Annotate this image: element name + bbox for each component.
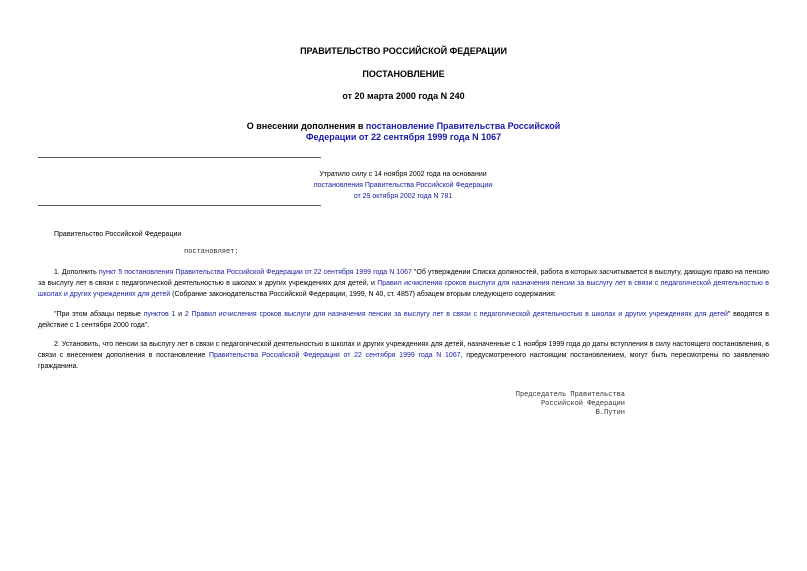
repeal-decree-link[interactable]: постановления Правительства Российской Федерации от 29 октября 2002 года N 781 — [313, 182, 493, 200]
paragraph-2: 2. Установить, что пенсии за выслугу лет в связи с педагогической деятельностью в школах и других учреждениях для детей, назначенные с 1 ноября 1999 года до даты вступления в силу настоящего постановления, в связи с внесением дополнения в постановление Правительства Российской Федерации от 22 сентября 1999 года N 1067, предусмотренного настоящим постановлением, могут быть пересмотрены по заявлению гражданина. — [38, 341, 769, 370]
decree-1067-link[interactable]: Правительства Российской Федерации от 22 сентября 1999 года N 1067 — [208, 352, 461, 359]
quote-paragraph: "При этом абзацы первые пунктов 1 и 2 Правил исчисления сроков выслуги для назначения пенсии за выслугу лет в связи с педагогической деятельностью в школах и других учреждениях для детей" вводятся в действие с 1 сентября 2000 года". — [38, 311, 770, 329]
points-1-link[interactable]: пунктов 1 — [143, 311, 176, 318]
government-label: Правительство Российской Федерации — [54, 231, 182, 238]
title-prefix: О внесении дополнения в — [246, 121, 366, 131]
title-link[interactable]: постановление Правительства Российской Федерации от 22 сентября 1999 года N 1067 — [305, 121, 561, 142]
signature-name: В.Путин — [595, 409, 625, 417]
document-type: ПОСТАНОВЛЕНИЕ — [362, 69, 445, 79]
decrees-label: постановляет: — [184, 248, 239, 256]
status-note — [300, 169, 506, 202]
paragraph-1: 1. Дополнить пункт 5 постановления Правительства Российской Федерации от 22 сентября 1999 года N 1067 "Об утверждении Списка должностей, работа в которых засчитывается в выслугу, дающую право на пенсию за выслугу лет в связи с педагогической деятельностью в школах и других учреждениях для детей, и Правил исчисления сроков выслуги для назначения пенсии за выслугу лет в связи с педагогической деятельностью в школах и других учреждениях для детей (Собрание законодательства Российской Федерации, 1999, N 40, ст. 4857) абзацем вторым следующего содержания: — [38, 269, 769, 298]
document-date-number: от 20 марта 2000 года N 240 — [342, 91, 465, 101]
signature-block — [480, 391, 625, 418]
government-heading: ПРАВИТЕЛЬСТВО РОССИЙСКОЙ ФЕДЕРАЦИИ — [300, 46, 507, 56]
point-5-link[interactable]: пункт 5 постановления Правительства Российской Федерации от 22 сентября 1999 года N 1067 — [98, 269, 412, 276]
document-title — [0, 121, 807, 143]
divider-bottom — [38, 205, 321, 206]
status-note-text: Утратило силу с 14 ноября 2002 года на основании — [319, 171, 487, 178]
rules-2-link[interactable]: 2 Правил исчисления сроков выслуги для назначения пенсии за выслугу лет в связи с педагогической деятельностью в школах и других учреждениях для детей — [184, 311, 728, 318]
signature-country: Российской Федерации — [540, 400, 625, 408]
signature-title: Председатель Правительства — [515, 391, 625, 399]
rules-link[interactable]: Правил исчисления сроков выслуги для назначения пенсии за выслугу лет в связи с педагогической деятельностью в школах и других учреждениях для детей — [38, 280, 769, 298]
divider-top — [38, 157, 321, 158]
